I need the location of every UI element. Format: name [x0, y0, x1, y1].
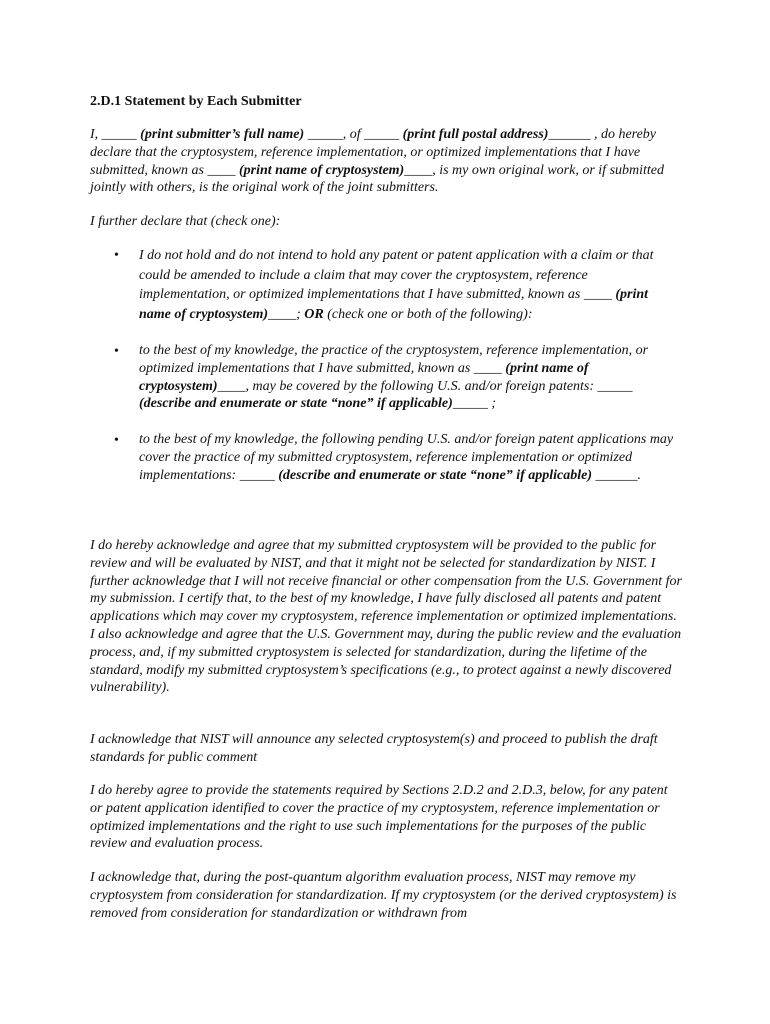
agree-paragraph: I do hereby agree to provide the statements required by Sections 2.D.2 and 2.D.3, below, for any patent or patent application identified to cover the practice of my cryptosystem, reference implementation or optimized implementations and the right to use such implementations for the purposes of the public review and evaluation process.: [90, 783, 668, 852]
bullet1-bold-1: (print name of cryptosystem): [139, 287, 649, 322]
bullet3-bold-1: (describe and enumerate or state “none” if applicable): [278, 467, 593, 483]
bullet-icon: •: [114, 248, 119, 263]
section-heading: 2.D.1 Statement by Each Submitter: [90, 94, 302, 109]
bullet2-bold-2: (describe and enumerate or state “none” if applicable): [139, 396, 453, 412]
intro-bold-3: (print name of cryptosystem): [238, 162, 405, 178]
bullet1-text-3: (check one or both of the following):: [323, 306, 533, 322]
bullet-text-2: [139, 342, 679, 413]
bullet2-text-2: ____, may be covered by the following U.S. and/or foreign patents: _____: [217, 378, 633, 394]
bullet3-text-1: to the best of my knowledge, the following pending U.S. and/or foreign patent applications may cover the practice of my submitted cryptosystem, reference implementation or optimized implementations: _____: [139, 432, 674, 483]
bullet1-text-2: ____;: [268, 306, 305, 322]
bullet2-text-1: to the best of my knowledge, the practice of the cryptosystem, reference implementation, or optimized implementations that I have submitted, known as ____: [139, 343, 649, 376]
bullet3-text-2: ______.: [592, 467, 642, 483]
bullet1-text-1: I do not hold and do not intend to hold any patent or patent application with a claim or that could be amended to include a claim that may cover the cryptosystem, reference implementation, or optimized implementations that I have submitted, known as ____: [139, 248, 654, 302]
further-declare-paragraph: I further declare that (check one):: [90, 214, 281, 229]
bullet-icon: •: [114, 344, 119, 359]
intro-text-1: I, _____: [90, 127, 141, 142]
bullet-icon: •: [114, 433, 119, 448]
intro-text-2: _____, of _____: [304, 127, 403, 142]
bullet-text-1: [139, 246, 679, 324]
intro-paragraph: [90, 126, 682, 197]
intro-bold-2: (print full postal address): [402, 127, 549, 142]
acknowledge-paragraph: I do hereby acknowledge and agree that my submitted cryptosystem will be provided to the public for review and will be evaluated by NIST, and that it might not be selected for standardization by NIST. I further acknowledge that I will not receive financial or other compensation from the U.S. Government for my submission. I certify that, to the best of my knowledge, I have fully disclosed all patents and patent applications which may cover my cryptosystem, reference implementation or optimized implementations. I also acknowledge and agree that the U.S. Government may, during the public review and the evaluation process, and, if my submitted cryptosystem is selected for standardization, during the lifetime of the standard, modify my submitted cryptosystem’s specifications (e.g., to protect against a newly discovered vulnerability).: [90, 538, 682, 696]
intro-bold-1: (print submitter’s full name): [140, 127, 305, 142]
bullet2-bold-1: (print name of cryptosystem): [139, 360, 589, 394]
bullet2-text-3: _____ ;: [452, 396, 496, 412]
bullet-text-3: [139, 431, 679, 484]
intro-text-3: ______ , do hereby declare that the cryptosystem, reference implementation, or optimized implementations that I have submitted, known as ____: [90, 127, 657, 178]
announce-paragraph: I acknowledge that NIST will announce any selected cryptosystem(s) and proceed to publish the draft standards for public comment: [90, 732, 658, 765]
remove-paragraph: I acknowledge that, during the post-quantum algorithm evaluation process, NIST may remove my cryptosystem from consideration for standardization. If my cryptosystem (or the derived cryptosystem) is removed from consideration for standardization or withdrawn from: [90, 870, 677, 921]
bullet1-bold-or: OR: [304, 306, 324, 322]
intro-text-4: ____, is my own original work, or if submitted jointly with others, is the original work of the joint submitters.: [90, 162, 665, 196]
